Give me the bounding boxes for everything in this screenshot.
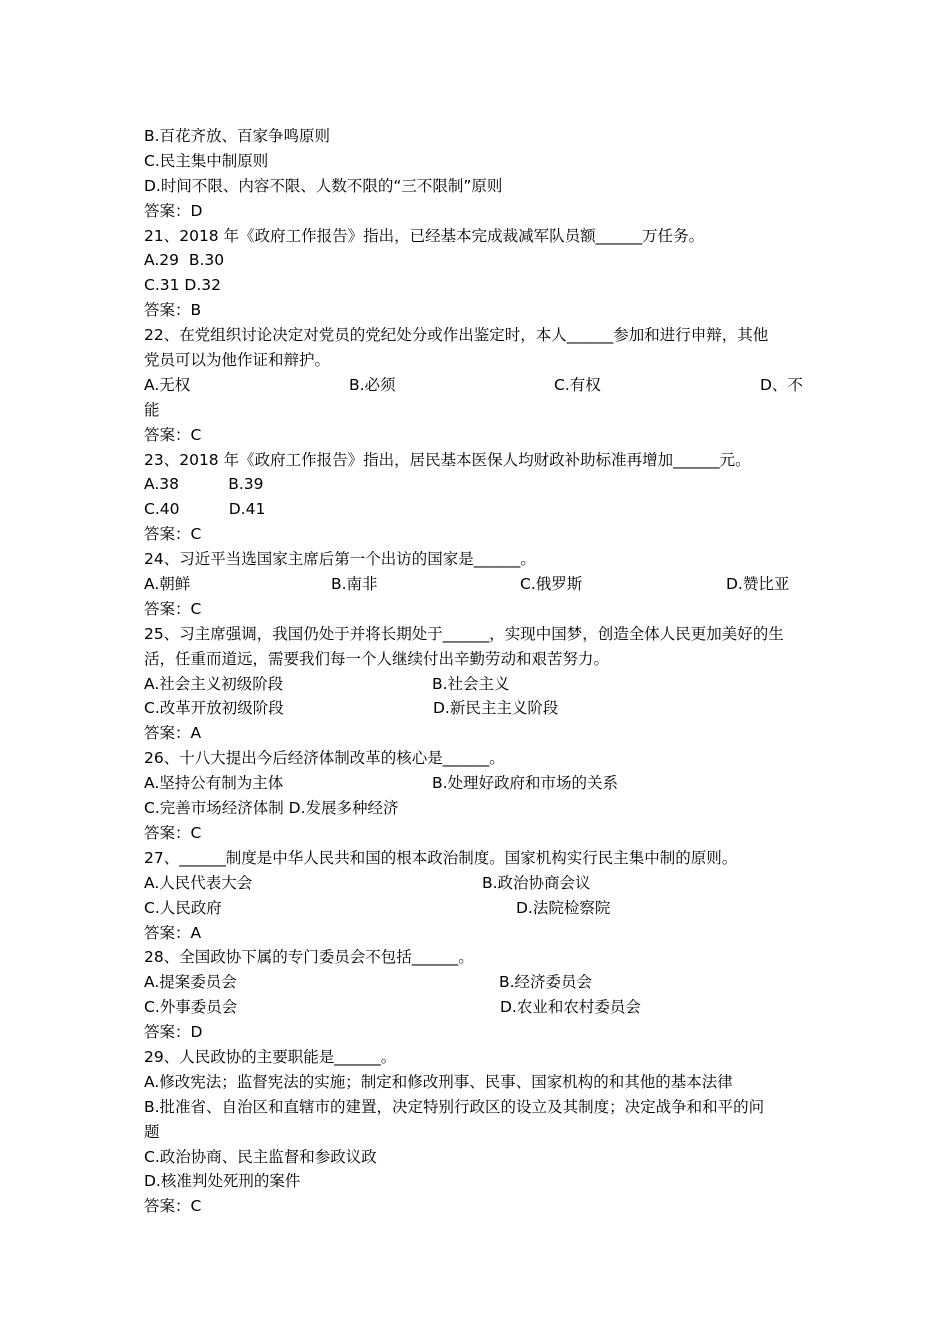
q24-options xyxy=(144,572,810,597)
question-28: 28、全国政协下属的专门委员会不包括______。 xyxy=(144,948,474,967)
option-d: D、不 xyxy=(760,375,803,394)
option-line: D.核准判处死刑的案件 xyxy=(144,1172,301,1191)
option-a: A.人民代表大会 xyxy=(144,873,253,892)
option-a: A.提案委员会 xyxy=(144,973,237,992)
answer-line: 答案：C xyxy=(144,1197,202,1216)
text-line: 题 xyxy=(144,1122,160,1141)
option-a: A.无权 xyxy=(144,375,191,394)
answer-line: 答案：C xyxy=(144,599,202,618)
text-line: B.百花齐放、百家争鸣原则 xyxy=(144,127,331,145)
option-line: C.政治协商、民主监督和参政议政 xyxy=(144,1147,377,1166)
question-26: 26、十八大提出今后经济体制改革的核心是______。 xyxy=(144,749,505,768)
option-a: A.坚持公有制为主体 xyxy=(144,774,284,793)
text-line: D.时间不限、内容不限、人数不限的“三不限制”原则 xyxy=(144,176,503,195)
option-a: A.朝鲜 xyxy=(144,575,191,594)
question-23: 23、2018 年《政府工作报告》指出，居民基本医保人均财政补助标准再增加______元。 xyxy=(144,450,751,469)
option-a: A.社会主义初级阶段 xyxy=(144,674,284,693)
answer-line: 答案：B xyxy=(144,301,202,320)
option-c: C.俄罗斯 xyxy=(520,575,583,594)
q27-options-cd xyxy=(144,896,810,921)
question-25: 25、习主席强调，我国仍处于并将长期处于______，实现中国梦，创造全体人民更加美好的生 xyxy=(144,624,784,643)
question-29: 29、人民政协的主要职能是______。 xyxy=(144,1047,397,1066)
option-b: B.政治协商会议 xyxy=(482,873,591,892)
q22-options xyxy=(144,373,810,398)
option-line: C.31 D.32 xyxy=(144,276,221,295)
option-line: A.修改宪法；监督宪法的实施；制定和修改刑事、民事、国家机构的和其他的基本法律 xyxy=(144,1072,733,1091)
question-21: 21、2018 年《政府工作报告》指出，已经基本完成裁减军队员额______万任务。 xyxy=(144,226,705,245)
option-d: D.新民主主义阶段 xyxy=(433,699,559,718)
option-line: C.完善市场经济体制 D.发展多种经济 xyxy=(144,799,399,818)
option-c: C.有权 xyxy=(554,375,601,394)
option-line: A.38 B.39 xyxy=(144,475,264,494)
question-25-cont: 活，任重而道远，需要我们每一个人继续付出辛勤劳动和艰苦努力。 xyxy=(144,649,610,668)
text-line: 能 xyxy=(144,400,160,419)
option-d: D.农业和农村委员会 xyxy=(500,998,641,1017)
option-d: D.赞比亚 xyxy=(726,575,790,594)
option-line: A.29 B.30 xyxy=(144,251,225,270)
q27-options-ab xyxy=(144,871,810,896)
answer-line: 答案：C xyxy=(144,425,202,444)
option-d: D.法院检察院 xyxy=(516,898,611,917)
option-line: C.40 D.41 xyxy=(144,500,266,519)
option-b: B.社会主义 xyxy=(432,674,510,693)
text-line: C.民主集中制原则 xyxy=(144,151,269,170)
option-b: B.必须 xyxy=(349,375,396,394)
document-page xyxy=(144,124,810,1219)
q28-options-ab xyxy=(144,970,810,995)
question-22-cont: 党员可以为他作证和辩护。 xyxy=(144,351,331,370)
answer-line: 答案：C xyxy=(144,823,202,842)
answer-line: 答案：C xyxy=(144,525,202,544)
option-line: B.批准省、自治区和直辖市的建置，决定特别行政区的设立及其制度；决定战争和和平的问 xyxy=(144,1097,765,1116)
option-c: C.改革开放初级阶段 xyxy=(144,699,284,718)
question-27: 27、______制度是中华人民共和国的根本政治制度。国家机构实行民主集中制的原则。 xyxy=(144,848,738,867)
option-b: B.南非 xyxy=(331,575,378,594)
q25-options-cd xyxy=(144,696,810,721)
option-b: B.处理好政府和市场的关系 xyxy=(432,774,619,793)
answer-line: 答案：D xyxy=(144,1023,203,1042)
q28-options-cd xyxy=(144,995,810,1020)
answer-line: 答案：D xyxy=(144,201,203,220)
answer-line: 答案：A xyxy=(144,724,202,743)
option-c: C.人民政府 xyxy=(144,898,222,917)
answer-line: 答案：A xyxy=(144,923,202,942)
question-22: 22、在党组织讨论决定对党员的党纪处分或作出鉴定时，本人______参加和进行申辩，其他 xyxy=(144,326,769,345)
question-24: 24、习近平当选国家主席后第一个出访的国家是______。 xyxy=(144,550,536,569)
option-b: B.经济委员会 xyxy=(499,973,593,992)
option-c: C.外事委员会 xyxy=(144,998,238,1017)
q25-options-ab xyxy=(144,672,810,697)
q26-options-ab xyxy=(144,771,810,796)
